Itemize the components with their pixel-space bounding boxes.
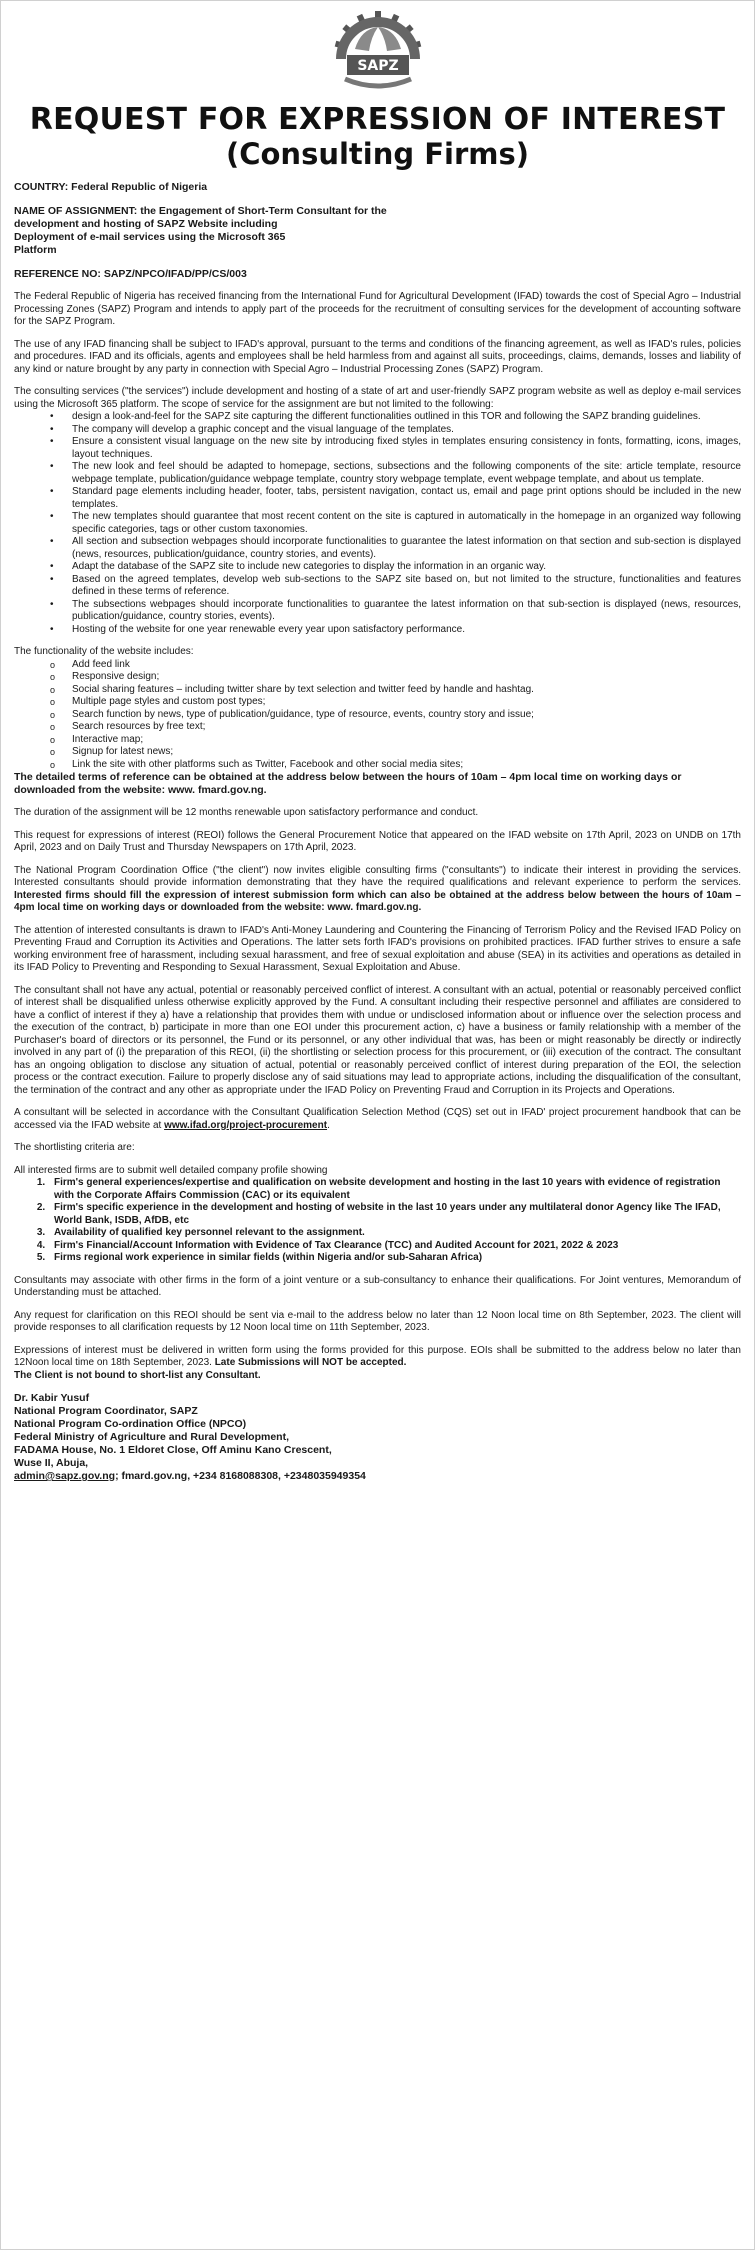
list-item: o Search function by news, type of publication/guidance, type of resource, events, country story and issue; — [72, 709, 741, 722]
signatory-city: Wuse II, Abuja, — [14, 1457, 89, 1469]
paragraph-financing: The Federal Republic of Nigeria has received financing from the International Fund for Agricultural Development (IFAD) towards the cost of Special Agro – Industrial Processing Zones (SAPZ) Program and intends to apply part of the proceeds for the recruitment of consulting services for the development of accounting software for the SAPZ Program. — [14, 291, 741, 327]
paragraph-ifad-approval: The use of any IFAD financing shall be subject to IFAD's approval, pursuant to the terms and conditions of the financing agreement, as well as IFAD's rules, policies and procedures. IFAD and its officials, agents and employees shall be held harmless from and against all suits, proceedings, claims, demands, losses and liability of any kind or nature brought by any party in connection with Special Agro – Industrial Processing Zones (SAPZ) Program. — [14, 338, 741, 375]
list-item: 3. Availability of qualified key personnel relevant to the assignment. — [48, 1227, 741, 1240]
list-item: o Interactive map; — [72, 734, 741, 747]
paragraph-submission — [14, 1345, 741, 1383]
signatory-office: National Program Co-ordination Office (NPCO) — [14, 1418, 247, 1430]
signatory-name: Dr. Kabir Yusuf — [14, 1392, 90, 1404]
paragraph-invitation — [14, 865, 741, 915]
paragraph-joint-venture: Consultants may associate with other firms in the form of a joint venture or a sub-consultancy to enhance their qualifications. For Joint ventures, Memorandum of Understanding must be attached. — [14, 1274, 741, 1298]
document-subtitle: (Consulting Firms) — [225, 137, 530, 171]
reference-number: REFERENCE NO: SAPZ/NPCO/IFAD/PP/CS/003 — [14, 268, 247, 280]
invitation-bold-text: Interested firms should fill the expression of interest submission form which can also be obtained at the address below between the hours of 10am – 4pm local time on working days or downloaded from the website: www. fmard.gov.ng. — [14, 889, 741, 913]
list-item: • The new look and feel should be adapted to homepage, sections, subsections and the following components of the site: article template, resource webpage template, publication/guidance webpage template, country story webpage template, event webpage template, and about us template. — [72, 461, 741, 486]
paragraph-procurement-notice: This request for expressions of interest (REOI) follows the General Procurement Notice that appeared on the IFAD website on 17th April, 2023 on UNDB on 17th April, 2023 and on Daily Trust and Thursday Newspapers on 17th April, 2023. — [14, 829, 741, 853]
list-item: o Social sharing features – including twitter share by text selection and twitter feed by handle and hashtag. — [72, 684, 741, 697]
paragraph-conflict-of-interest: The consultant shall not have any actual, potential or reasonably perceived conflict of interest. A consultant with an actual, potential or reasonably perceived conflict of interest shall be disqualified unless otherwise explicitly approved by the Fund. A consultant including their respective personnel and affiliates are considered to have a conflict of interest if they a) have a relationship that provides them with undue or undisclosed information about or influence over the selection process and the execution of the contract, b) participate in more than one EOI under this procurement action, c) have a business or family relationship with a member of the Purchaser's board of directors or its personnel, the Fund or its personnel, or any other individual that was, has been or might reasonably be directly or indirectly involved in any part of (i) the preparation of this REOI, (ii) the shortlisting or selection process for this procurement, or (iii) execution of the contract. The consultant has an ongoing obligation to disclose any situation of actual, potential or reasonably perceived conflict of interest during preparation of the EOI, the selection process or the contract execution. Failure to properly disclose any of said situations may lead to appropriate actions, including the disqualification of the consultant, the termination of the contract and any other as appropriate under the IFAD Policy on Preventing Fraud and Corruption in its Projects and Operations. — [14, 984, 741, 1096]
late-submission-note: Late Submissions will NOT be accepted. — [214, 1357, 407, 1368]
terms-of-reference-note: The detailed terms of reference can be obtained at the address below between the hours of 10am – 4pm local time on working days or downloaded from the website: www. fmard.gov.ng. — [14, 771, 682, 796]
list-item: o Add feed link — [72, 659, 741, 672]
logo-text: SAPZ — [356, 58, 399, 74]
paragraph-anti-money-laundering: The attention of interested consultants is drawn to IFAD's Anti-Money Laundering and Countering the Financing of Terrorism Policy and the Revised IFAD Policy on Preventing Fraud and Corruption its Activities and Operations. The latter sets forth IFAD's provisions on prohibited practices. IFAD further strives to ensure a safe working environment free of harassment, including sexual harassment, and free of sexual exploitation and abuse (SEA) in its activities and operations as detailed in its IFAD Policy to Preventing and Responding to Sexual Harassment, Sexual Exploitation and Abuse. — [14, 924, 741, 973]
list-item: o Signup for latest news; — [72, 746, 741, 759]
list-item: • Ensure a consistent visual language on the new site by introducing fixed styles in templates ensuring consistency in fonts, formatting, icons, images, layout techniques. — [72, 436, 741, 461]
list-item: 5. Firms regional work experience in similar fields (within Nigeria and/or sub-Saharan Africa) — [48, 1252, 741, 1265]
paragraph-scope-intro: The consulting services ("the services") include development and hosting of a state of art and user-friendly SAPZ program website as well as deploy e-mail services using the Microsoft 365 platform. The scope of service for the assignment are but not limited to the following: — [14, 386, 741, 410]
signatory-contacts — [14, 1470, 741, 1483]
list-item: o Search resources by free text; — [72, 721, 741, 734]
signatory-ministry: Federal Ministry of Agriculture and Rural Development, — [14, 1431, 289, 1443]
shortlist-disclaimer: The Client is not bound to short-list any Consultant. — [14, 1369, 261, 1381]
signatory-role: National Program Coordinator, SAPZ — [14, 1405, 198, 1417]
paragraph-duration: The duration of the assignment will be 12 months renewable upon satisfactory performance and conduct. — [14, 807, 479, 818]
functionality-list — [14, 659, 741, 772]
header-block — [14, 181, 741, 281]
paragraph-selection-method — [14, 1107, 741, 1132]
list-item: • Standard page elements including header, footer, tabs, persistent navigation, contact us, email and page print options should be included in the new templates. — [72, 486, 741, 511]
list-item: 2. Firm's specific experience in the development and hosting of website in the last 10 years under any multilateral donor Agency like The IFAD, World Bank, ISDB, AfDB, etc — [48, 1202, 741, 1227]
list-item: • All section and subsection webpages should incorporate functionalities to guarantee the latest information on that section and sub-section is displayed (news, resources, publication/guidance, country stories, and events). — [72, 536, 741, 561]
paragraph-shortlisting-intro: The shortlisting criteria are: — [14, 1142, 135, 1153]
assignment-line-2: development and hosting of SAPZ Website including — [14, 218, 278, 230]
list-item: o Link the site with other platforms such as Twitter, Facebook and other social media sites; — [72, 759, 741, 772]
list-item: o Multiple page styles and custom post types; — [72, 696, 741, 709]
country-line: COUNTRY: Federal Republic of Nigeria — [14, 181, 208, 193]
scope-list — [14, 411, 741, 636]
paragraph-company-profile: All interested firms are to submit well detailed company profile showing — [14, 1164, 328, 1176]
email-link[interactable]: admin@sapz.gov.ng — [14, 1470, 116, 1482]
sapz-logo-icon — [331, 9, 425, 97]
list-item: 4. Firm's Financial/Account Information with Evidence of Tax Clearance (TCC) and Audited Account for 2021, 2022 & 2023 — [48, 1240, 741, 1253]
assignment-line-4: Platform — [14, 244, 57, 256]
list-item: • Hosting of the website for one year renewable every year upon satisfactory performance. — [72, 624, 741, 637]
list-item: • The company will develop a graphic concept and the visual language of the templates. — [72, 424, 741, 437]
list-item: • The new templates should guarantee that most recent content on the site is captured in automatically in the homepage in an organized way following specific categories, tags or other custom taxonomies. — [72, 511, 741, 536]
list-item: • design a look-and-feel for the SAPZ site capturing the different functionalities outlined in this TOR and following the SAPZ branding guidelines. — [72, 411, 741, 424]
paragraph-clarification: Any request for clarification on this REOI should be sent via e-mail to the address below no later than 12 Noon local time on 8th September, 2023. The client will provide responses to all clarification requests by 12 Noon local time on 11th September, 2023. — [14, 1309, 741, 1333]
paragraph-functionality-intro: The functionality of the website includes: — [14, 646, 194, 657]
signatory-address: FADAMA House, No. 1 Eldoret Close, Off Aminu Kano Crescent, — [14, 1444, 332, 1456]
contact-details: ; fmard.gov.ng, +234 8168088308, +2348035949354 — [115, 1470, 366, 1482]
list-item: • Adapt the database of the SAPZ site to include new categories to display the information in an organic way. — [72, 561, 741, 574]
ifad-procurement-link[interactable]: www.ifad.org/project-procurement — [164, 1119, 328, 1131]
selection-text: A consultant will be selected in accordance with the Consultant Qualification Selection Method (CQS) set out in IFAD' project procurement handbook that can be accessed via the IFAD website at — [14, 1107, 741, 1131]
invitation-text: The National Program Coordination Office ("the client") now invites eligible consulting firms ("consultants") to indicate their interest in providing the services. Interested consultants should provide information demonstrating that they have the required qualifications and relevant experience to perform the services. — [14, 864, 741, 888]
list-item: 1. Firm's general experiences/expertise and qualification on website development and hosting in the last 10 years with evidence of registration with the Corporate Affairs Commission (CAC) or its equivalent — [48, 1177, 741, 1202]
selection-text-end: . — [327, 1119, 330, 1131]
criteria-list — [14, 1177, 741, 1265]
assignment-line-1: NAME OF ASSIGNMENT: the Engagement of Short-Term Consultant for the — [14, 205, 387, 217]
list-item: o Responsive design; — [72, 671, 741, 684]
submission-text: Expressions of interest must be delivered in written form using the forms provided for this purpose. EOIs shall be submitted to the address below no later than 12Noon local time on 18th September, 2023. — [14, 1344, 741, 1368]
list-item: • Based on the agreed templates, develop web sub-sections to the SAPZ site based on, but not limited to the structure, functionalities and features defined in these terms of reference. — [72, 574, 741, 599]
assignment-line-3: Deployment of e-mail services using the Microsoft 365 — [14, 231, 286, 243]
document-title: REQUEST FOR EXPRESSION OF INTEREST — [29, 102, 726, 137]
list-item: • The subsections webpages should incorporate functionalities to guarantee the latest information on that sub-section is displayed (news, resources, publication/guidance, country stories, events). — [72, 599, 741, 624]
signature-block — [14, 1392, 741, 1483]
